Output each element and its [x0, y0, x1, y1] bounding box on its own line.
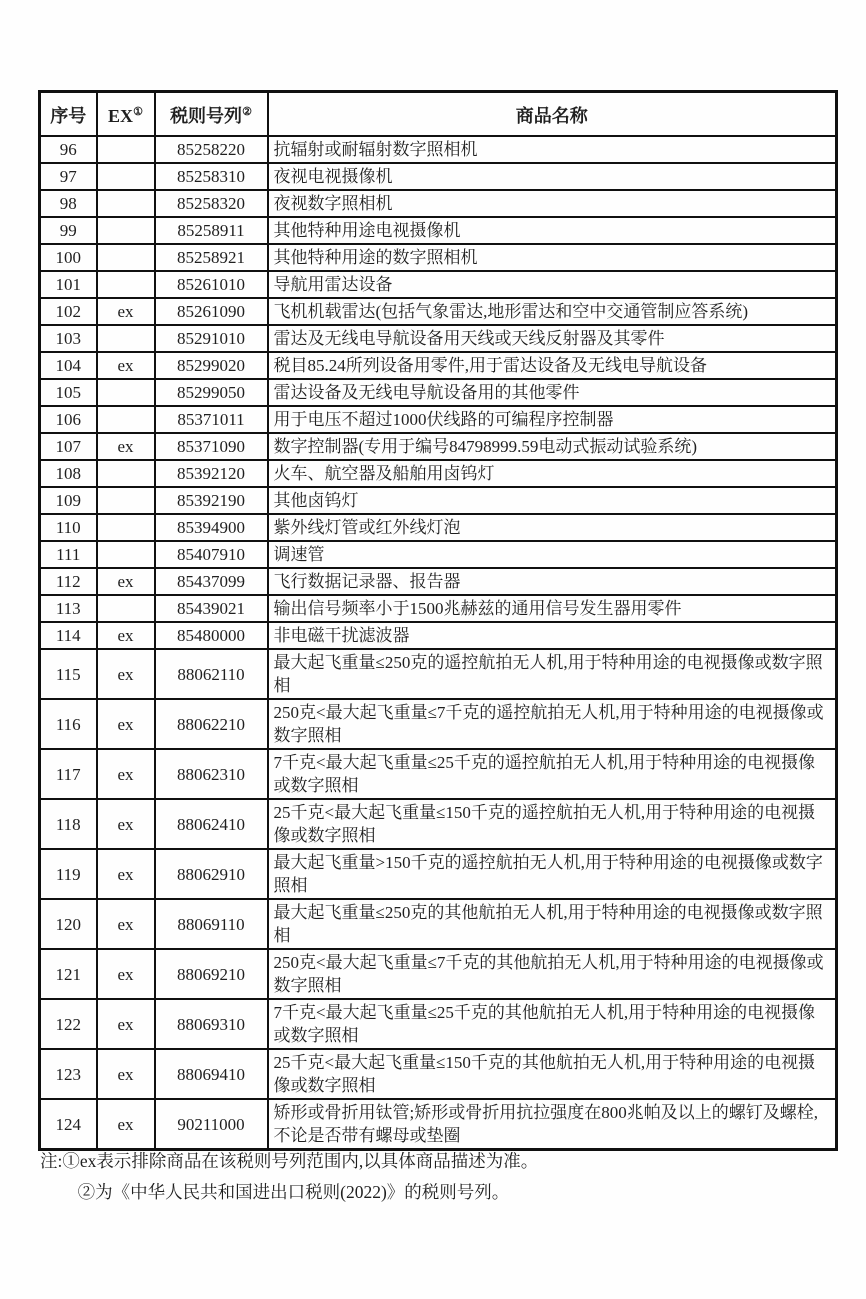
table-row [40, 244, 837, 271]
cell-code: 88069310 [155, 999, 268, 1049]
cell-code: 85258320 [155, 190, 268, 217]
table-row [40, 379, 837, 406]
cell-code: 85371011 [155, 406, 268, 433]
cell-name: 夜视数字照相机 [268, 190, 837, 217]
table-row [40, 568, 837, 595]
cell-no: 96 [40, 136, 97, 163]
table-row [40, 136, 837, 163]
table-row [40, 298, 837, 325]
cell-name: 抗辐射或耐辐射数字照相机 [268, 136, 837, 163]
cell-ex: ex [97, 433, 155, 460]
table-row [40, 352, 837, 379]
cell-ex: ex [97, 949, 155, 999]
cell-code: 85258310 [155, 163, 268, 190]
header-row [40, 92, 837, 137]
table-row [40, 325, 837, 352]
cell-no: 119 [40, 849, 97, 899]
cell-ex: ex [97, 699, 155, 749]
table-row [40, 849, 837, 899]
header-ex [97, 92, 155, 137]
cell-no: 123 [40, 1049, 97, 1099]
cell-name: 其他特种用途的数字照相机 [268, 244, 837, 271]
cell-no: 121 [40, 949, 97, 999]
footnote-1-text: ①ex表示排除商品在该税则号列范围内,以具体商品描述为准。 [62, 1151, 539, 1171]
footnotes [40, 1146, 830, 1208]
table-row [40, 799, 837, 849]
table-row [40, 949, 837, 999]
cell-name: 税目85.24所列设备用零件,用于雷达设备及无线电导航设备 [268, 352, 837, 379]
cell-name: 非电磁干扰滤波器 [268, 622, 837, 649]
cell-name: 雷达设备及无线电导航设备用的其他零件 [268, 379, 837, 406]
cell-ex [97, 136, 155, 163]
cell-no: 110 [40, 514, 97, 541]
cell-ex [97, 406, 155, 433]
cell-ex: ex [97, 1099, 155, 1150]
cell-ex: ex [97, 622, 155, 649]
cell-name: 数字控制器(专用于编号84798999.59电动式振动试验系统) [268, 433, 837, 460]
cell-code: 85261090 [155, 298, 268, 325]
table-row [40, 271, 837, 298]
cell-code: 90211000 [155, 1099, 268, 1150]
cell-name: 矫形或骨折用钛管;矫形或骨折用抗拉强度在800兆帕及以上的螺钉及螺栓,不论是否带有螺母或垫圈 [268, 1099, 837, 1150]
cell-ex [97, 487, 155, 514]
cell-code: 85407910 [155, 541, 268, 568]
tariff-exclusion-table [38, 90, 838, 1151]
cell-ex [97, 190, 155, 217]
footnote-2-text: ②为《中华人民共和国进出口税则(2022)》的税则号列。 [77, 1182, 510, 1202]
table-row [40, 622, 837, 649]
table-row [40, 899, 837, 949]
cell-code: 85371090 [155, 433, 268, 460]
cell-no: 118 [40, 799, 97, 849]
cell-no: 117 [40, 749, 97, 799]
cell-name: 夜视电视摄像机 [268, 163, 837, 190]
cell-no: 113 [40, 595, 97, 622]
cell-code: 85291010 [155, 325, 268, 352]
cell-no: 116 [40, 699, 97, 749]
table-row [40, 460, 837, 487]
cell-ex [97, 541, 155, 568]
cell-code: 85480000 [155, 622, 268, 649]
cell-no: 101 [40, 271, 97, 298]
cell-ex [97, 271, 155, 298]
cell-code: 85258921 [155, 244, 268, 271]
table-body [40, 136, 837, 1150]
cell-ex: ex [97, 1049, 155, 1099]
cell-no: 104 [40, 352, 97, 379]
cell-no: 107 [40, 433, 97, 460]
cell-no: 124 [40, 1099, 97, 1150]
footnote-1 [40, 1146, 830, 1177]
header-ex-label: EX [108, 105, 134, 126]
header-serial-label: 序号 [50, 105, 87, 126]
cell-name: 7千克<最大起飞重量≤25千克的其他航拍无人机,用于特种用途的电视摄像或数字照相 [268, 999, 837, 1049]
cell-no: 114 [40, 622, 97, 649]
header-tariff-code [155, 92, 268, 137]
cell-name: 飞机机载雷达(包括气象雷达,地形雷达和空中交通管制应答系统) [268, 298, 837, 325]
cell-no: 115 [40, 649, 97, 699]
cell-no: 122 [40, 999, 97, 1049]
table-row [40, 1049, 837, 1099]
cell-name: 用于电压不超过1000伏线路的可编程序控制器 [268, 406, 837, 433]
cell-name: 25千克<最大起飞重量≤150千克的其他航拍无人机,用于特种用途的电视摄像或数字照相 [268, 1049, 837, 1099]
table-header [40, 92, 837, 137]
cell-code: 85437099 [155, 568, 268, 595]
cell-name: 250克<最大起飞重量≤7千克的遥控航拍无人机,用于特种用途的电视摄像或数字照相 [268, 699, 837, 749]
cell-code: 85299020 [155, 352, 268, 379]
header-serial-number [40, 92, 97, 137]
cell-code: 88069110 [155, 899, 268, 949]
cell-name: 25千克<最大起飞重量≤150千克的遥控航拍无人机,用于特种用途的电视摄像或数字照相 [268, 799, 837, 849]
cell-no: 97 [40, 163, 97, 190]
cell-ex: ex [97, 799, 155, 849]
cell-no: 105 [40, 379, 97, 406]
cell-name: 7千克<最大起飞重量≤25千克的遥控航拍无人机,用于特种用途的电视摄像或数字照相 [268, 749, 837, 799]
cell-ex: ex [97, 649, 155, 699]
cell-name: 最大起飞重量≤250克的其他航拍无人机,用于特种用途的电视摄像或数字照相 [268, 899, 837, 949]
cell-no: 98 [40, 190, 97, 217]
cell-ex: ex [97, 899, 155, 949]
cell-code: 85261010 [155, 271, 268, 298]
cell-name: 紫外线灯管或红外线灯泡 [268, 514, 837, 541]
table-row [40, 649, 837, 699]
cell-ex [97, 514, 155, 541]
cell-name: 最大起飞重量≤250克的遥控航拍无人机,用于特种用途的电视摄像或数字照相 [268, 649, 837, 699]
cell-name: 其他卤钨灯 [268, 487, 837, 514]
table-row [40, 217, 837, 244]
cell-code: 88062910 [155, 849, 268, 899]
cell-no: 111 [40, 541, 97, 568]
header-ex-sup: ① [133, 105, 143, 118]
cell-no: 102 [40, 298, 97, 325]
table-row [40, 190, 837, 217]
table-row [40, 163, 837, 190]
cell-code: 88062210 [155, 699, 268, 749]
cell-ex [97, 163, 155, 190]
cell-code: 85394900 [155, 514, 268, 541]
header-product-name-label: 商品名称 [515, 105, 588, 126]
cell-ex [97, 244, 155, 271]
cell-code: 88062110 [155, 649, 268, 699]
table-row [40, 433, 837, 460]
cell-name: 导航用雷达设备 [268, 271, 837, 298]
table-row [40, 406, 837, 433]
table-row [40, 1099, 837, 1150]
cell-code: 85258220 [155, 136, 268, 163]
header-product-name [268, 92, 837, 137]
cell-no: 106 [40, 406, 97, 433]
cell-no: 99 [40, 217, 97, 244]
cell-code: 88069410 [155, 1049, 268, 1099]
table-row [40, 595, 837, 622]
table-row [40, 749, 837, 799]
cell-name: 250克<最大起飞重量≤7千克的其他航拍无人机,用于特种用途的电视摄像或数字照相 [268, 949, 837, 999]
header-tariff-code-sup: ② [242, 105, 252, 118]
table-row [40, 699, 837, 749]
cell-no: 108 [40, 460, 97, 487]
cell-ex [97, 217, 155, 244]
cell-ex [97, 595, 155, 622]
header-tariff-code-label: 税则号列 [170, 105, 243, 126]
cell-ex: ex [97, 568, 155, 595]
cell-no: 112 [40, 568, 97, 595]
cell-ex [97, 325, 155, 352]
table-row [40, 541, 837, 568]
cell-code: 85439021 [155, 595, 268, 622]
cell-no: 103 [40, 325, 97, 352]
cell-ex: ex [97, 749, 155, 799]
cell-ex: ex [97, 849, 155, 899]
cell-name: 雷达及无线电导航设备用天线或天线反射器及其零件 [268, 325, 837, 352]
cell-code: 85299050 [155, 379, 268, 406]
cell-name: 最大起飞重量>150千克的遥控航拍无人机,用于特种用途的电视摄像或数字照相 [268, 849, 837, 899]
cell-no: 120 [40, 899, 97, 949]
cell-name: 输出信号频率小于1500兆赫兹的通用信号发生器用零件 [268, 595, 837, 622]
cell-code: 85392120 [155, 460, 268, 487]
cell-no: 109 [40, 487, 97, 514]
cell-code: 88062410 [155, 799, 268, 849]
cell-ex: ex [97, 999, 155, 1049]
table-row [40, 487, 837, 514]
cell-name: 火车、航空器及船舶用卤钨灯 [268, 460, 837, 487]
cell-code: 85392190 [155, 487, 268, 514]
cell-name: 调速管 [268, 541, 837, 568]
footnote-prefix: 注: [40, 1151, 63, 1171]
cell-code: 85258911 [155, 217, 268, 244]
table-row [40, 514, 837, 541]
table-row [40, 999, 837, 1049]
cell-name: 其他特种用途电视摄像机 [268, 217, 837, 244]
cell-no: 100 [40, 244, 97, 271]
cell-ex: ex [97, 352, 155, 379]
cell-name: 飞行数据记录器、报告器 [268, 568, 837, 595]
cell-code: 88062310 [155, 749, 268, 799]
cell-ex [97, 379, 155, 406]
footnote-2 [40, 1177, 830, 1208]
cell-code: 88069210 [155, 949, 268, 999]
cell-ex [97, 460, 155, 487]
cell-ex: ex [97, 298, 155, 325]
